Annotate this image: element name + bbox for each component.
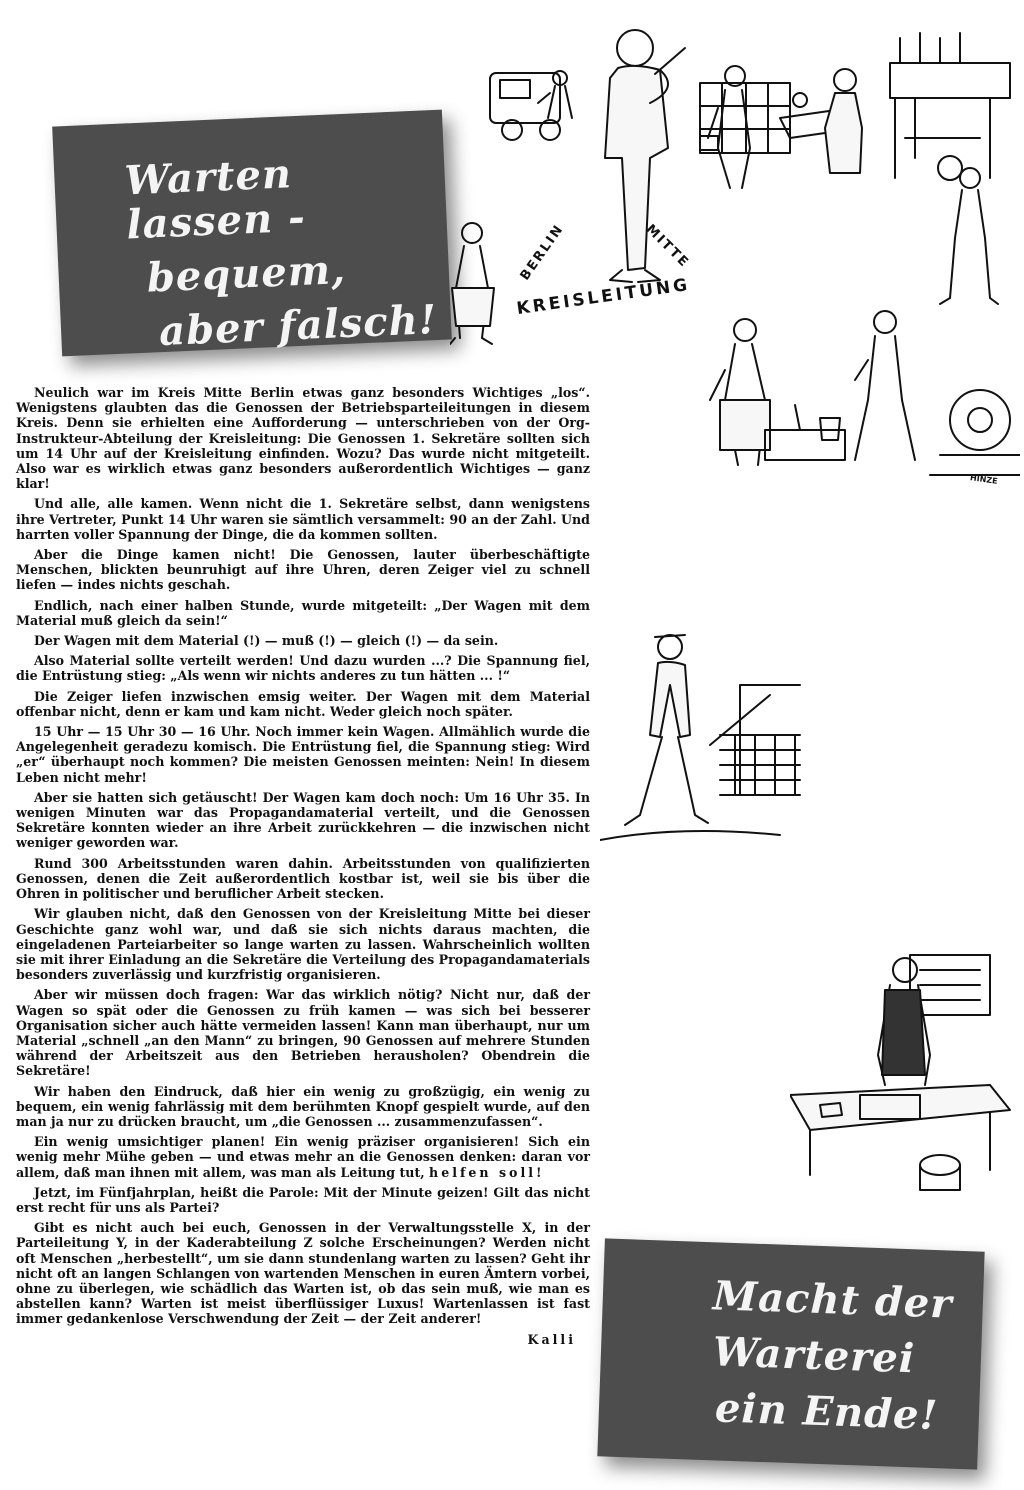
headline-line: bequem, — [145, 245, 347, 302]
article-paragraph: Endlich, nach einer halben Stunde, wurde mitgeteilt: „Der Wagen mit dem Material muß gleich da sein!“ — [16, 597, 590, 628]
article-paragraph: Aber wir müssen doch fragen: War das wirklich nötig? Nicht nur, daß der Wagen so spät oder die Genossen zu früh kamen — was sich bei besserer Organisation sicher auch hätte vermeiden lassen! Kann man überhaupt, nur um Material „schnell „an den Mann“ zu bringen, 90 Genossen auf mehrere Stunden während der Arbeitszeit aus den Betrieben herausholen? Obendrein die Sekretäre! — [16, 987, 590, 1079]
sign-berlin: BERLIN — [517, 221, 568, 284]
headline-card-bottom — [597, 1238, 984, 1469]
article-paragraph: Neulich war im Kreis Mitte Berlin etwas ganz besonders Wichtiges „los“. Wenigstens glaubten das die Genossen der Betriebsparteileitungen in diesem Kreis. Denn sie erhielten eine Aufforderung — unterschrieben von der Org-Instrukteur-Abteilung der Kreisleitung: Die Genossen 1. Sekretäre sollten sich um 14 Uhr auf der Kreisleitung einfinden. Wozu? Das wurde nicht mitgeteilt. Also war es wirklich etwas ganz besonders außerordentlich Wichtiges — ganz klar! — [16, 385, 590, 492]
headline-line: aber falsch! — [158, 296, 439, 356]
article-paragraph: Die Zeiger liefen inzwischen emsig weiter. Der Wagen mit dem Material offenbar nicht, denn er kam und kam nicht. Weder gleich noch später. — [16, 688, 590, 719]
headline-card-top — [52, 110, 452, 357]
headline-line: Macht der — [712, 1272, 954, 1328]
sign-mitte: MITTE — [642, 221, 692, 272]
artist-signature: HINZE — [969, 473, 999, 486]
article-paragraph: Aber sie hatten sich getäuscht! Der Wagen kam doch noch: Um 16 Uhr 35. In wenigen Minuten war das Propagandamaterial verteilt, und die Genossen Sekretäre konnten wieder an ihre Arbeit zurückkehren — die inzwischen nicht weniger geworden war. — [16, 789, 590, 851]
article-body — [16, 385, 590, 1347]
article-paragraph: Und alle, alle kamen. Wenn nicht die 1. Sekretäre selbst, dann wenigstens ihre Vertreter, Punkt 14 Uhr waren sie sämtlich versammelt: 90 an der Zahl. Und harrten voller Spannung der Dinge, die da kommen sollten. — [16, 496, 590, 542]
article-paragraph: Also Material sollte verteilt werden! Und dazu wurden ...? Die Spannung fiel, die Entrüstung stieg: „Als wenn wir nichts anderes zu tun hätten ... !“ — [16, 653, 590, 684]
article-paragraph: Der Wagen mit dem Material (!) — muß (!) — gleich (!) — da sein. — [34, 633, 499, 649]
illustration-drawing — [690, 300, 1020, 490]
author-signature: Kalli — [527, 1331, 576, 1347]
headline-line: Warten lassen - — [123, 150, 307, 249]
illustration-drawing — [600, 625, 830, 850]
emphasis-text: helfen soll! — [429, 1164, 545, 1180]
article-paragraph: 15 Uhr — 15 Uhr 30 — 16 Uhr. Noch immer kein Wagen. Allmählich wurde die Angelegenheit geradezu komisch. Die Entrüstung fiel, die Spannung stieg: Wird „er“ überhaupt noch kommen? Die meisten Genossen meinten: Nein! In diesem Leben nicht mehr! — [16, 724, 590, 785]
article-paragraph: Rund 300 Arbeitsstunden waren dahin. Arbeitsstunden von qualifizierten Genossen, denen die Zeit außerordentlich kostbar ist, weil sie bis über die Ohren in politischer und beruflicher Arbeit stecken. — [16, 855, 590, 902]
illustration-drawing — [790, 935, 1020, 1195]
article-paragraph-text: Ein wenig umsichtiger planen! Ein wenig präziser organisieren! Sich ein wenig mehr Mühe geben — und etwas mehr an die Genossen denken: daran vor allem, daß man ihnen mit allem, was man als Leitung tut, — [16, 1134, 590, 1180]
illustration-office-desk — [790, 935, 1020, 1195]
article-paragraph: Wir glauben nicht, daß den Genossen von der Kreisleitung Mitte bei dieser Geschichte ganz wohl war, und daß sie sich nichts daraus machten, die eingeladenen Parteiarbeiter so lange warten zu lassen. Wahrscheinlich wollten sie mit ihrer Einladung an die Sekretäre die Verteilung des Propagandamaterials besonders zuverlässig und kurzfristig organisieren. — [16, 906, 590, 983]
headline-line: Warterei — [712, 1328, 916, 1383]
article-paragraph: Aber die Dinge kamen nicht! Die Genossen, lauter überbeschäftigte Menschen, blickten beunruhigt auf ihre Uhren, deren Zeiger viel zu schnell liefen — indes nichts geschah. — [16, 547, 590, 593]
illustration-walking-worker — [600, 625, 830, 850]
headline-line: ein Ende! — [714, 1384, 939, 1440]
sign-kreisleitung: KREISLEITUNG — [515, 274, 692, 320]
article-paragraph-with-emphasis — [16, 1134, 590, 1180]
article-paragraph: Gibt es nicht auch bei euch, Genossen in der Verwaltungsstelle X, in der Parteileitung Y, in der Kaderabteilung Z solche Erscheinungen? Werden nicht oft Menschen „herbestellt“, um sie dann stundenlang warten zu lassen? Geht ihr nicht oft an langen Schlangen von wartenden Menschen in euren Ämtern vorbei, ohne zu überlegen, wie schädlich das Warten ist, ob das sein muß, wie man es abstellen kann? Warten ist meist überflüssiger Luxus! Wartenlassen ist fast immer gedankenlose Verschwendung der Zeit — der Zeit anderer! — [16, 1220, 590, 1327]
illustration-workers — [690, 300, 1020, 490]
article-paragraph: Wir haben den Eindruck, daß hier ein wenig zu großzügig, ein wenig zu bequem, ein wenig fahrlässig mit dem berühmten Knopf gespielt wurde, auf den man ja nur zu drücken braucht, um „die Genossen ... zusammenzufassen“. — [16, 1083, 590, 1129]
kreisleitung-sign — [500, 221, 710, 325]
article-paragraph: Jetzt, im Fünfjahrplan, heißt die Parole: Mit der Minute geizen! Gilt das nicht erst recht für uns als Partei? — [16, 1184, 590, 1215]
